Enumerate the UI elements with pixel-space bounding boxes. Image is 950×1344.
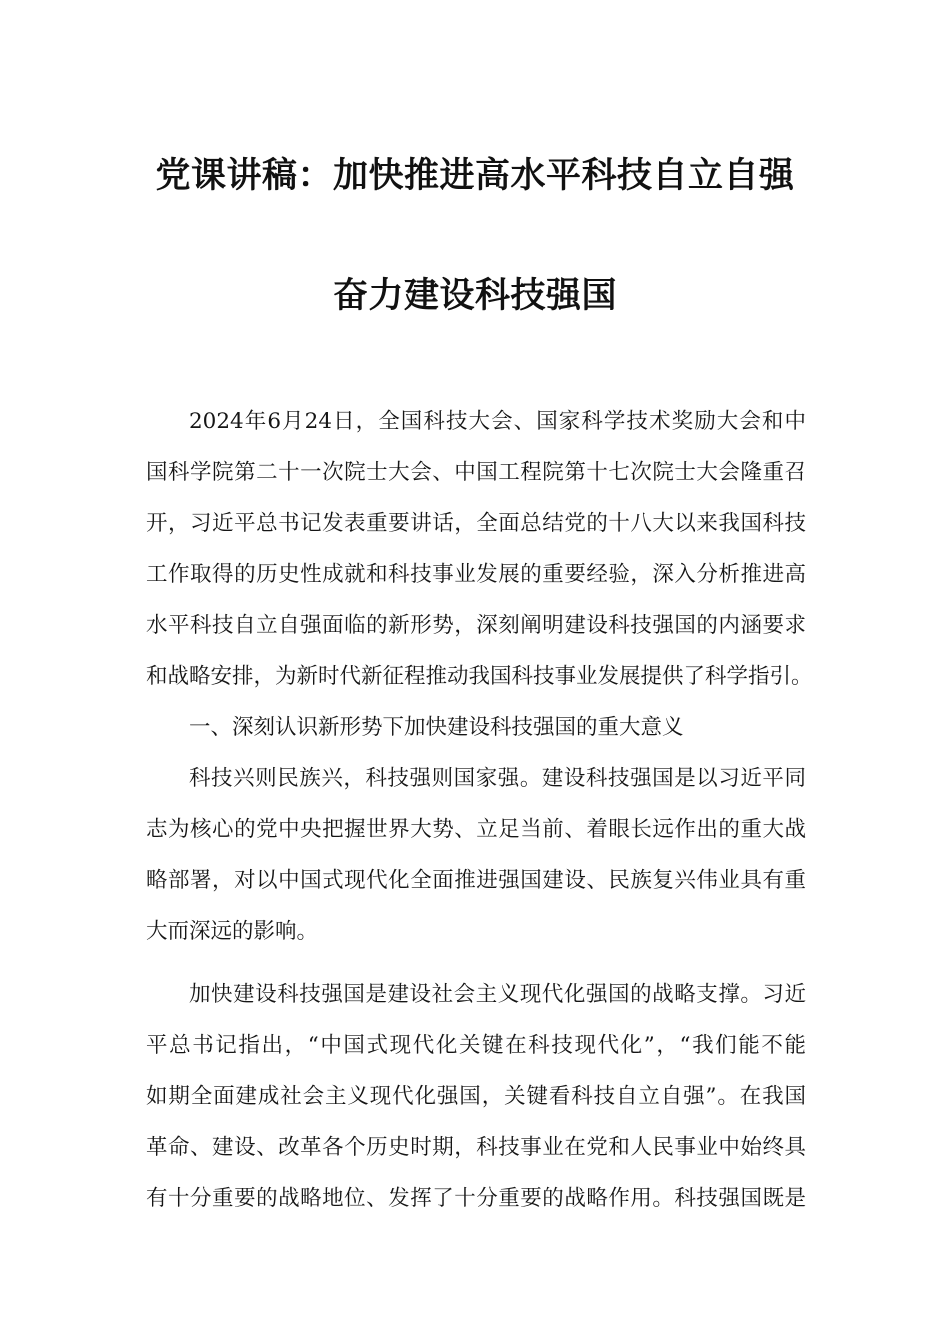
paragraph-line: 科技兴则民族兴，科技强则国家强。建设科技强国是以习近平同 bbox=[189, 766, 806, 791]
paragraph-line: 志为核心的党中央把握世界大势、立足当前、着眼长远作出的重大战 bbox=[146, 817, 806, 842]
paragraph-line: 国科学院第二十一次院士大会、中国工程院第十七次院士大会隆重召 bbox=[146, 460, 806, 485]
document-body bbox=[146, 396, 813, 1224]
paragraph-line: 有十分重要的战略地位、发挥了十分重要的战略作用。科技强国既是 bbox=[146, 1186, 806, 1211]
paragraph-line: 2024年6月24日，全国科技大会、国家科学技术奖励大会和中 bbox=[189, 409, 806, 434]
paragraph-3 bbox=[146, 969, 806, 1224]
paragraph-line: 和战略安排，为新时代新征程推动我国科技事业发展提供了科学指引。 bbox=[146, 664, 813, 689]
paragraph-line: 工作取得的历史性成就和科技事业发展的重要经验，深入分析推进高 bbox=[146, 562, 806, 587]
paragraph-spacer bbox=[146, 957, 806, 969]
paragraph-line: 水平科技自立自强面临的新形势，深刻阐明建设科技强国的内涵要求 bbox=[146, 613, 806, 638]
paragraph-line: 大而深远的影响。 bbox=[146, 919, 319, 944]
document-title-line-1: 党课讲稿：加快推进高水平科技自立自强 bbox=[155, 156, 795, 196]
document-title-line-2: 奋力建设科技强国 bbox=[332, 276, 617, 316]
paragraph-line: 革命、建设、改革各个历史时期，科技事业在党和人民事业中始终具 bbox=[146, 1135, 806, 1160]
paragraph-line: 如期全面建成社会主义现代化强国，关键看科技自立自强”。在我国 bbox=[146, 1084, 806, 1109]
paragraph-1 bbox=[146, 396, 813, 702]
paragraph-line: 略部署，对以中国式现代化全面推进强国建设、民族复兴伟业具有重 bbox=[146, 868, 806, 893]
paragraph-line: 开，习近平总书记发表重要讲话，全面总结党的十八大以来我国科技 bbox=[146, 511, 806, 536]
paragraph-line: 加快建设科技强国是建设社会主义现代化强国的战略支撑。习近 bbox=[189, 982, 806, 1007]
paragraph-line: 平总书记指出，“中国式现代化关键在科技现代化”，“我们能不能 bbox=[146, 1033, 806, 1058]
paragraph-2 bbox=[146, 753, 806, 957]
section-heading: 一、深刻认识新形势下加快建设科技强国的重大意义 bbox=[189, 715, 684, 740]
